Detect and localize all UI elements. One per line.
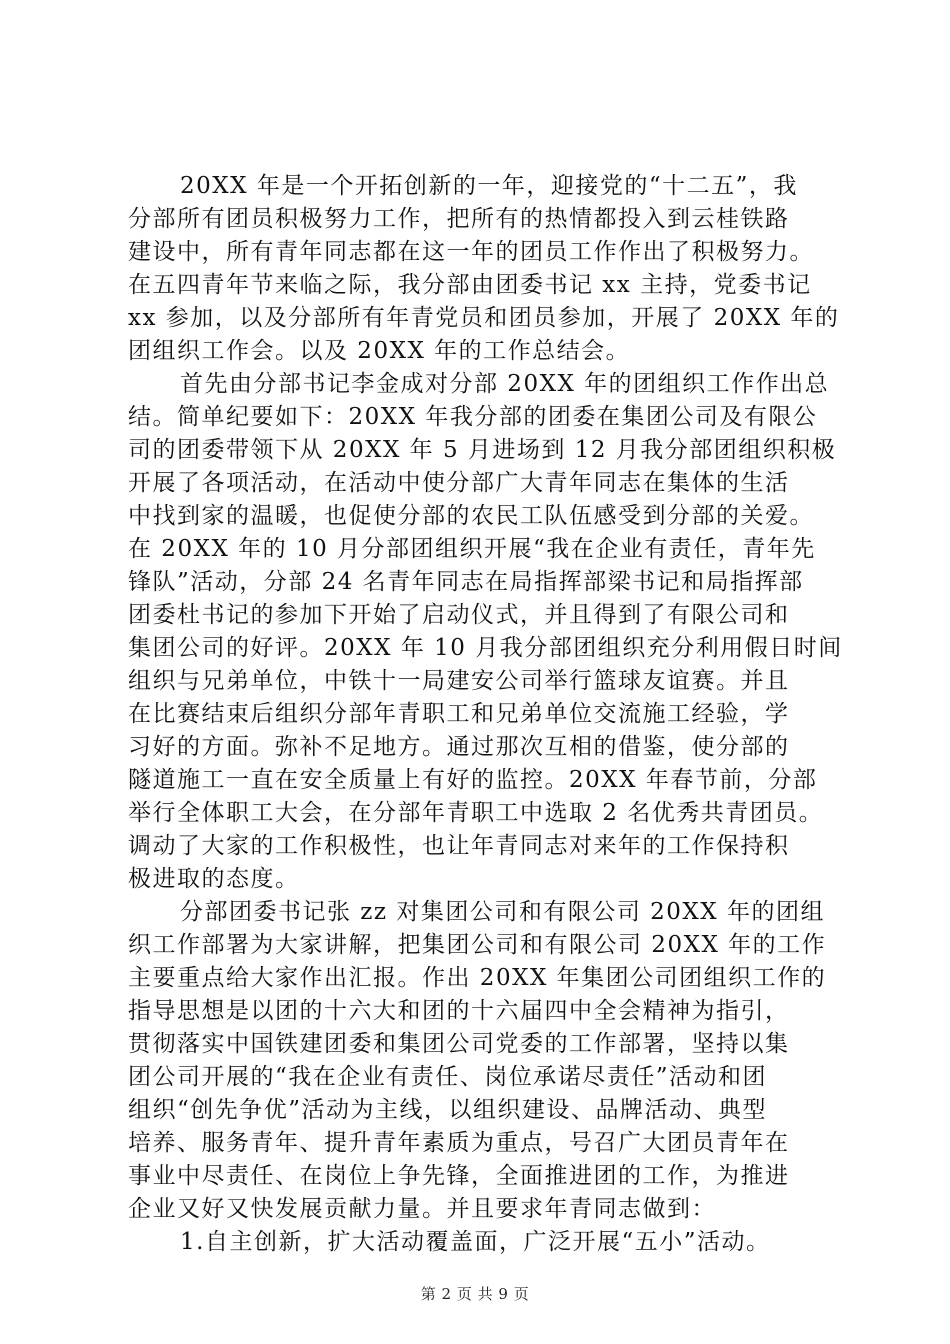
text-line: 开展了各项活动，在活动中使分部广大青年同志在集体的生活: [128, 470, 790, 496]
text-line: 在 20XX 年的 10 月分部团组织开展“我在企业有责任，青年先: [128, 536, 816, 562]
text-line: 在比赛结束后组织分部年青职工和兄弟单位交流施工经验，学: [128, 701, 790, 727]
document-body: [128, 170, 843, 1259]
text-line: 组织与兄弟单位，中铁十一局建安公司举行篮球友谊赛。并且: [128, 668, 790, 694]
text-line: 20XX 年是一个开拓创新的一年，迎接党的“十二五”，我: [180, 173, 798, 199]
text-line: 习好的方面。弥补不足地方。通过那次互相的借鉴，使分部的: [128, 734, 790, 760]
text-line: 极进取的态度。: [128, 866, 300, 892]
text-line: 指导思想是以团的十六大和团的十六届四中全会精神为指引，: [128, 998, 790, 1024]
text-line: 团公司开展的“我在企业有责任、岗位承诺尽责任”活动和团: [128, 1064, 768, 1090]
text-line: 团委杜书记的参加下开始了启动仪式，并且得到了有限公司和: [128, 602, 790, 628]
text-line: 分部所有团员积极努力工作，把所有的热情都投入到云桂铁路: [128, 206, 790, 232]
text-line: 建设中，所有青年同志都在这一年的团员工作作出了积极努力。: [128, 239, 814, 265]
text-line: 贯彻落实中国铁建团委和集团公司党委的工作部署，坚持以集: [128, 1031, 790, 1057]
text-line: 事业中尽责任、在岗位上争先锋，全面推进团的工作，为推进: [128, 1163, 790, 1189]
text-line: 企业又好又快发展贡献力量。并且要求年青同志做到：: [128, 1196, 716, 1222]
text-line: 锋队”活动，分部 24 名青年同志在局指挥部梁书记和局指挥部: [128, 569, 804, 595]
text-line: 培养、服务青年、提升青年素质为重点，号召广大团员青年在: [128, 1130, 790, 1156]
text-line: 主要重点给大家作出汇报。作出 20XX 年集团公司团组织工作的: [128, 965, 827, 991]
text-line: 在五四青年节来临之际，我分部由团委书记 xx 主持，党委书记: [128, 272, 812, 298]
text-line: 分部团委书记张 zz 对集团公司和有限公司 20XX 年的团组: [180, 899, 825, 925]
page-number: 第 2 页 共 9 页: [420, 1285, 530, 1303]
text-line: 组织“创先争优”活动为主线，以组织建设、品牌活动、典型: [128, 1097, 768, 1123]
text-line: 1.自主创新，扩大活动覆盖面，广泛开展“五小”活动。: [180, 1229, 771, 1255]
text-line: 集团公司的好评。20XX 年 10 月我分部团组织充分利用假日时间: [128, 635, 843, 661]
text-line: 团组织工作会。以及 20XX 年的工作总结会。: [128, 338, 631, 364]
text-line: 结。简单纪要如下：20XX 年我分部的团委在集团公司及有限公: [128, 404, 818, 430]
text-line: 调动了大家的工作积极性，也让年青同志对来年的工作保持积: [128, 833, 790, 859]
text-line: 中找到家的温暖，也促使分部的农民工队伍感受到分部的关爱。: [128, 503, 814, 529]
text-line: 隧道施工一直在安全质量上有好的监控。20XX 年春节前，分部: [128, 767, 818, 793]
text-line: 首先由分部书记李金成对分部 20XX 年的团组织工作作出总: [180, 371, 830, 397]
text-line: 织工作部署为大家讲解，把集团公司和有限公司 20XX 年的工作: [128, 932, 827, 958]
text-line: 举行全体职工大会，在分部年青职工中选取 2 名优秀共青团员。: [128, 800, 824, 826]
text-line: 司的团委带领下从 20XX 年 5 月进场到 12 月我分部团组织积极: [128, 437, 837, 463]
text-line: xx 参加，以及分部所有年青党员和团员参加，开展了 20XX 年的: [128, 305, 840, 331]
